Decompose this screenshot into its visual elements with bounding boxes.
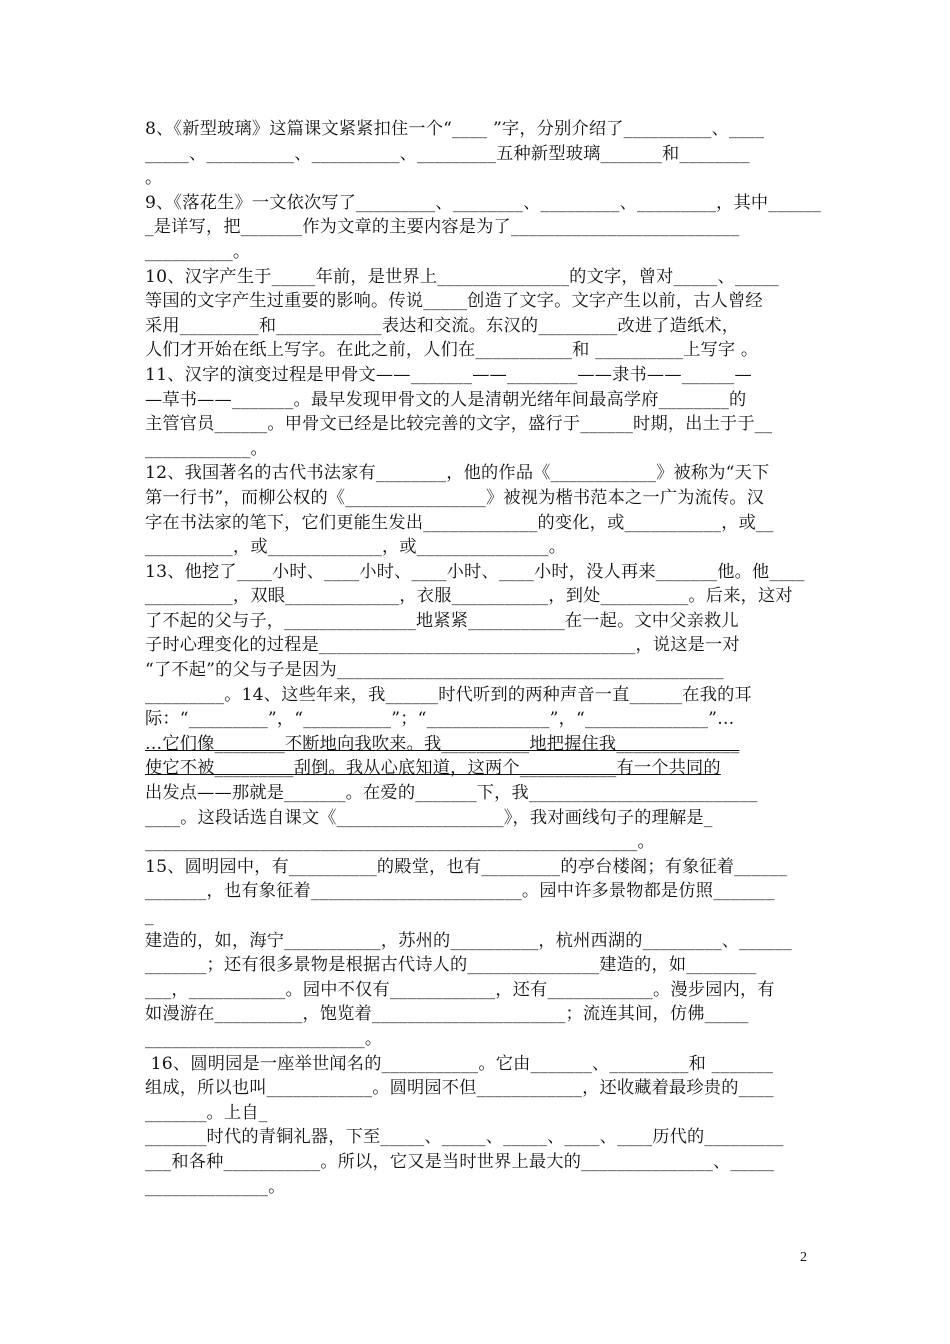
q12-line-1: 12、我国著名的古代书法家有________，他的作品《____________》被称为“天下 [145, 463, 770, 484]
q14-line-2: 际：“_________”，“__________”；“______________”，“______________”… [145, 709, 735, 730]
q16-line-3: _______。上自_ [145, 1102, 268, 1123]
q16-line-5: ___和各种___________。所以，它又是当时世界上最大的_______________、_____ [145, 1151, 775, 1172]
worksheet-body [145, 117, 822, 1199]
q16-line-6: ______________。 [145, 1176, 286, 1197]
q11-line-2: —草书——_______。最早发现甲骨文的人是清朝光绪年间最高学府________的 [145, 389, 747, 410]
q10-line-2: 等国的文字产生过重要的影响。传说_____创造了文字。文字产生以前，古人曾经 [145, 291, 763, 312]
q11-line-4: ____________。 [145, 438, 268, 459]
q15-line-6: ___，___________。园中不仅有____________，还有____________。漫步园内，有 [145, 979, 775, 1000]
q12-line-4: __________，或_____________，或_______________。 [145, 537, 567, 558]
q15-line-1: 15、圆明园中，有__________的殿堂，也有_________的亭台楼阁；有象征着______ [145, 856, 788, 877]
q14-line-4: 使它不被_________刮倒。我从心底知道，这两个___________有一个共同的 [145, 758, 721, 779]
q10-line-4: 人们才开始在纸上写字。在此之前，人们在___________和 __________上写字 。 [145, 340, 759, 361]
q14-line-3: …它们像________不断地向我吹来。我__________地把握住我______________ [145, 733, 740, 754]
q11-line-1: 11、汉字的演变过程是甲骨文——_______——________——隶书——______— [145, 364, 752, 385]
q15-line-7: 如漫游在__________，饱览着______________________；流连其间，仿佛_____ [145, 1004, 749, 1025]
q11-line-3: 主管官员______。甲骨文已经是比较完善的文字，盛行于______时期，出土于于__ [145, 414, 773, 435]
q9-line-1: 9、《落花生》一文依次写了_________、________、_________、_________，其中______ [145, 192, 822, 213]
q15-line-5: _______；还有很多景物是根据古代诗人的_______________建造的，如________ [145, 955, 757, 976]
q10-line-3: 采用_________和____________表达和交流。东汉的_________改进了造纸术， [145, 315, 740, 336]
q15-line-8: _________________________。 [145, 1028, 383, 1049]
page-number: 2 [800, 1250, 807, 1265]
q9-line-3: __________。 [145, 241, 251, 262]
q8-line-1: 8、《新型玻璃》这篇课文紧紧扣住一个“____ ”字，分别介绍了__________、____ [145, 119, 765, 139]
q16-line-4: _______时代的青铜礼器，下至_____、_____、_____、____、____历代的_________ [145, 1127, 784, 1148]
q14-line-7: ________________________________________________________。 [145, 832, 655, 853]
q15-line-4: 建造的，如，海宁___________，苏州的__________，杭州西湖的_________、______ [145, 930, 792, 951]
q15-line-3: _ [145, 906, 154, 926]
q15-line-2: _______，也有象征着________________________。园中许多景物都是仿照_______ [145, 881, 775, 902]
q12-line-3: 字在书法家的笔下，它们更能生发出_____________的变化，或___________，或__ [145, 512, 774, 533]
q14-line-5: 出发点——那就是_______。在爱的_______下，我__________________________ [145, 783, 758, 804]
q8-line-3: 。 [145, 168, 163, 189]
q16-line-2: 组成，所以也叫____________。圆明园不但____________，还收藏着最珍贵的____ [145, 1078, 774, 1099]
q8-line-2: _____、__________、__________、_________五种新型玻璃_______和________ [145, 143, 750, 164]
q13-line-3: 了不起的父与子，_______________地紧紧___________在一起。文中父亲救儿 [145, 610, 739, 631]
q13-line-2: __________，双眼_____________，衣服___________，到处__________。后来，这对 [145, 586, 793, 607]
q12-line-2: 第一行书”，而柳公权的《________________》被视为楷书范本之一广为流传。汉 [145, 487, 765, 508]
q13-line-1: 13、他挖了____小时、____小时、____小时、____小时，没人再来_______他。他____ [145, 561, 805, 582]
q13-line-5: “了不起”的父与子是因为____________________________________________ [145, 660, 724, 681]
q14-line-6: ____。这段话选自课文《___________________》，我对画线句子的理解是_ [145, 807, 713, 828]
q13-line-4: 子时心理变化的过程是____________________________________，说这是一对 [145, 635, 740, 656]
q14-line-1: _________。14、这些年来，我______时代听到的两种声音一直______在我的耳 [145, 684, 752, 705]
q9-line-2: _是详写，把_______作为文章的主要内容是为了__________________________ [145, 217, 740, 238]
q16-line-1: 16、圆明园是一座举世闻名的___________。它由_______、_________和 _______ [145, 1053, 774, 1074]
q10-line-1: 10、汉字产生于_____年前，是世界上_______________的文字，曾对_____、_____ [145, 266, 779, 287]
